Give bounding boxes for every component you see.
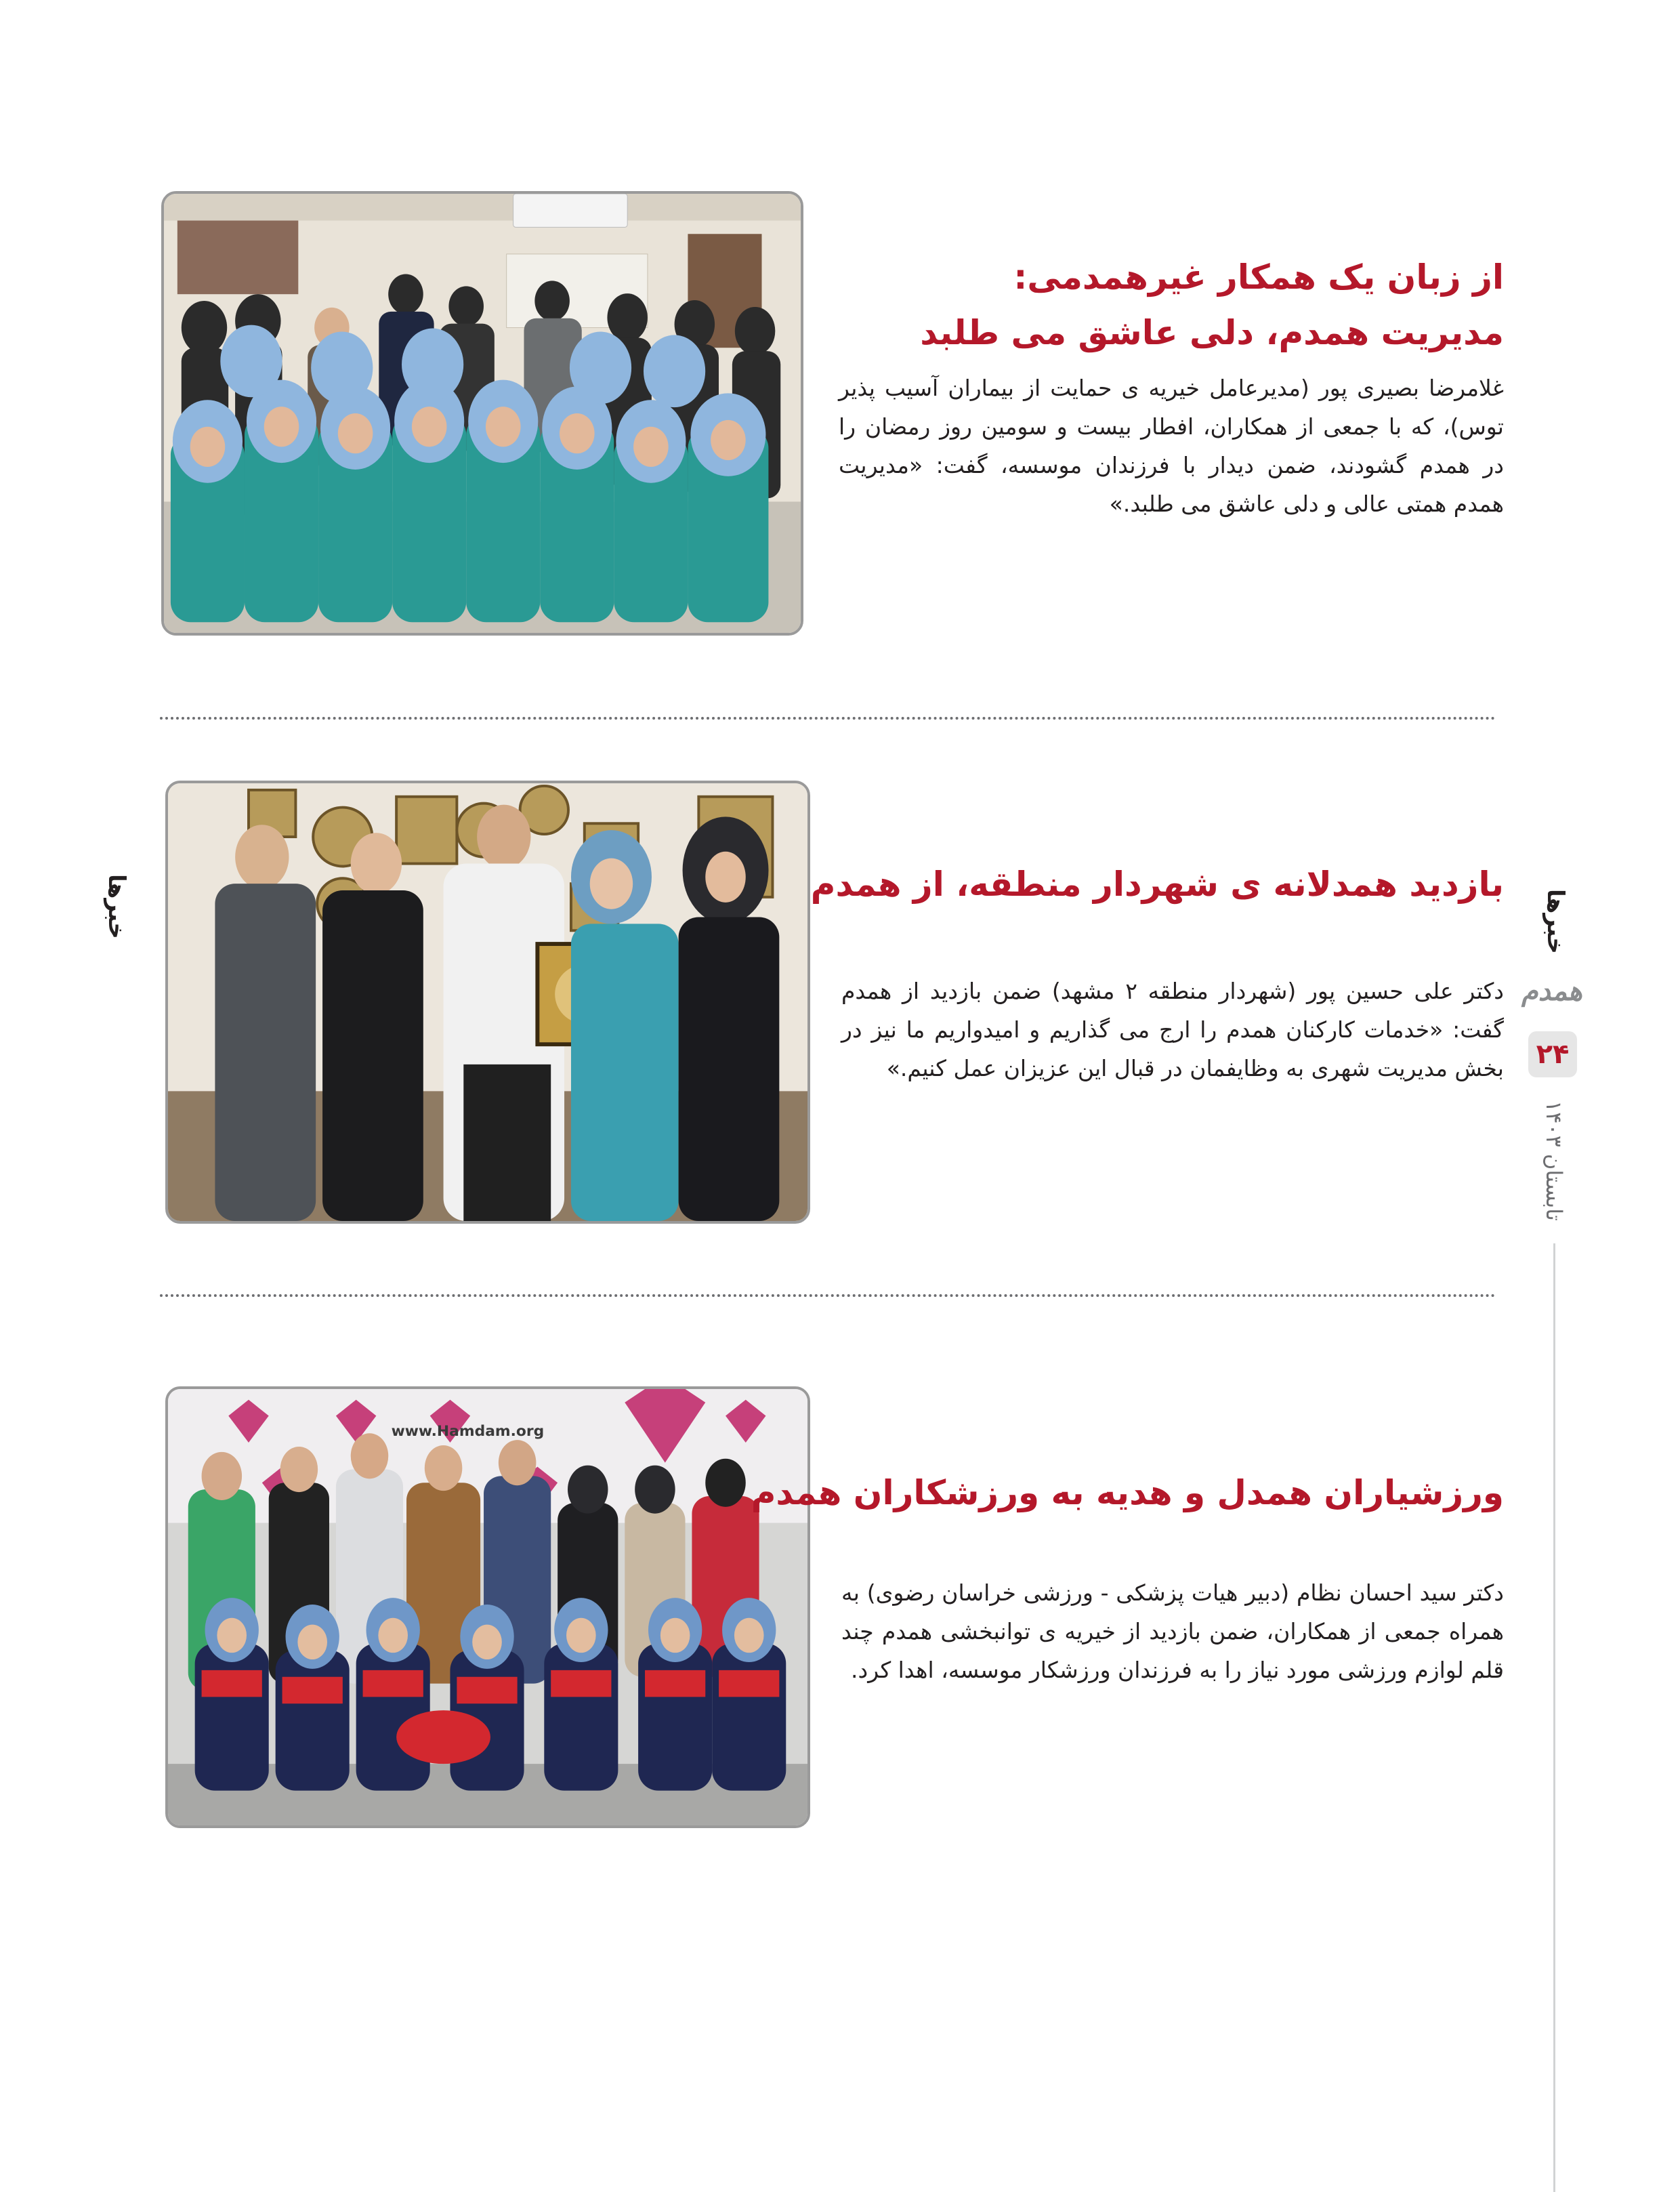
article-1-photo — [161, 191, 803, 636]
article-1-title-line1: از زبان یک همکار غیرهمدمی: — [1013, 257, 1504, 297]
article-1-title-line2: مدیریت همدم، دلی عاشق می طلبد — [920, 313, 1504, 352]
article-3-banner-url: www.Hamdam.org — [391, 1423, 545, 1441]
article-3-title — [751, 1465, 1504, 1521]
brand-logo: همدم — [1521, 976, 1582, 1007]
article-2-body: دکتر علی حسین پور (شهردار منطقه ۲ مشهد) ضمن بازدید از همدم گفت: «خدمات کارکنان همدم را ارج می گذاریم و امیدواریم ما نیز در بخش مدیریت شهری به وظایفمان در قبال این عزیزان عمل کنیم.» — [841, 978, 1504, 1081]
article-3 — [165, 1386, 1504, 1834]
separator-2 — [160, 1294, 1496, 1297]
issue-date: تابستان ۱۴۰۳ — [1541, 1100, 1567, 1221]
article-2-photo — [165, 781, 810, 1224]
article-3-body: دکتر سید احسان نظام (دبیر هیات پزشکی - ورزشی خراسان رضوی) به همراه جمعی از همکاران، ضمن بازدید از خیریه ی توانبخشی همدم چند قلم لوازم ورزشی مورد نیاز را به فرزندان ورزشکار موسسه، اهدا کرد. — [841, 1579, 1504, 1683]
article-2-title — [810, 856, 1504, 912]
page-number: ۲۴ — [1528, 1031, 1577, 1077]
separator-1 — [160, 717, 1496, 720]
article-2 — [165, 781, 1504, 1228]
section-label-right: خبرها — [1542, 889, 1569, 954]
article-1-title — [854, 249, 1504, 360]
article-2-title-line1: بازدید همدلانه ی شهردار منطقه، از همدم — [810, 865, 1504, 904]
article-3-photo — [165, 1386, 810, 1828]
article-1 — [161, 191, 1504, 638]
article-1-body: غلامرضا بصیری پور (مدیرعامل خیریه ی حمایت از بیماران آسیب پذیر توس)، که با جمعی از همکاران، افطار بیست و سومین روز رمضان را در همدم گشودند، ضمن دیدار با فرزندان موسسه، گفت: «مدیریت همدم همتی عالی و دلی عاشق می طلبد.» — [839, 375, 1504, 517]
section-label-left: خبرها — [103, 874, 130, 939]
margin-rule — [1553, 1243, 1555, 2192]
page-margin-column — [1516, 874, 1591, 2162]
article-3-title-line1: ورزشیاران همدل و هدیه به ورزشکاران همدم — [751, 1473, 1504, 1512]
